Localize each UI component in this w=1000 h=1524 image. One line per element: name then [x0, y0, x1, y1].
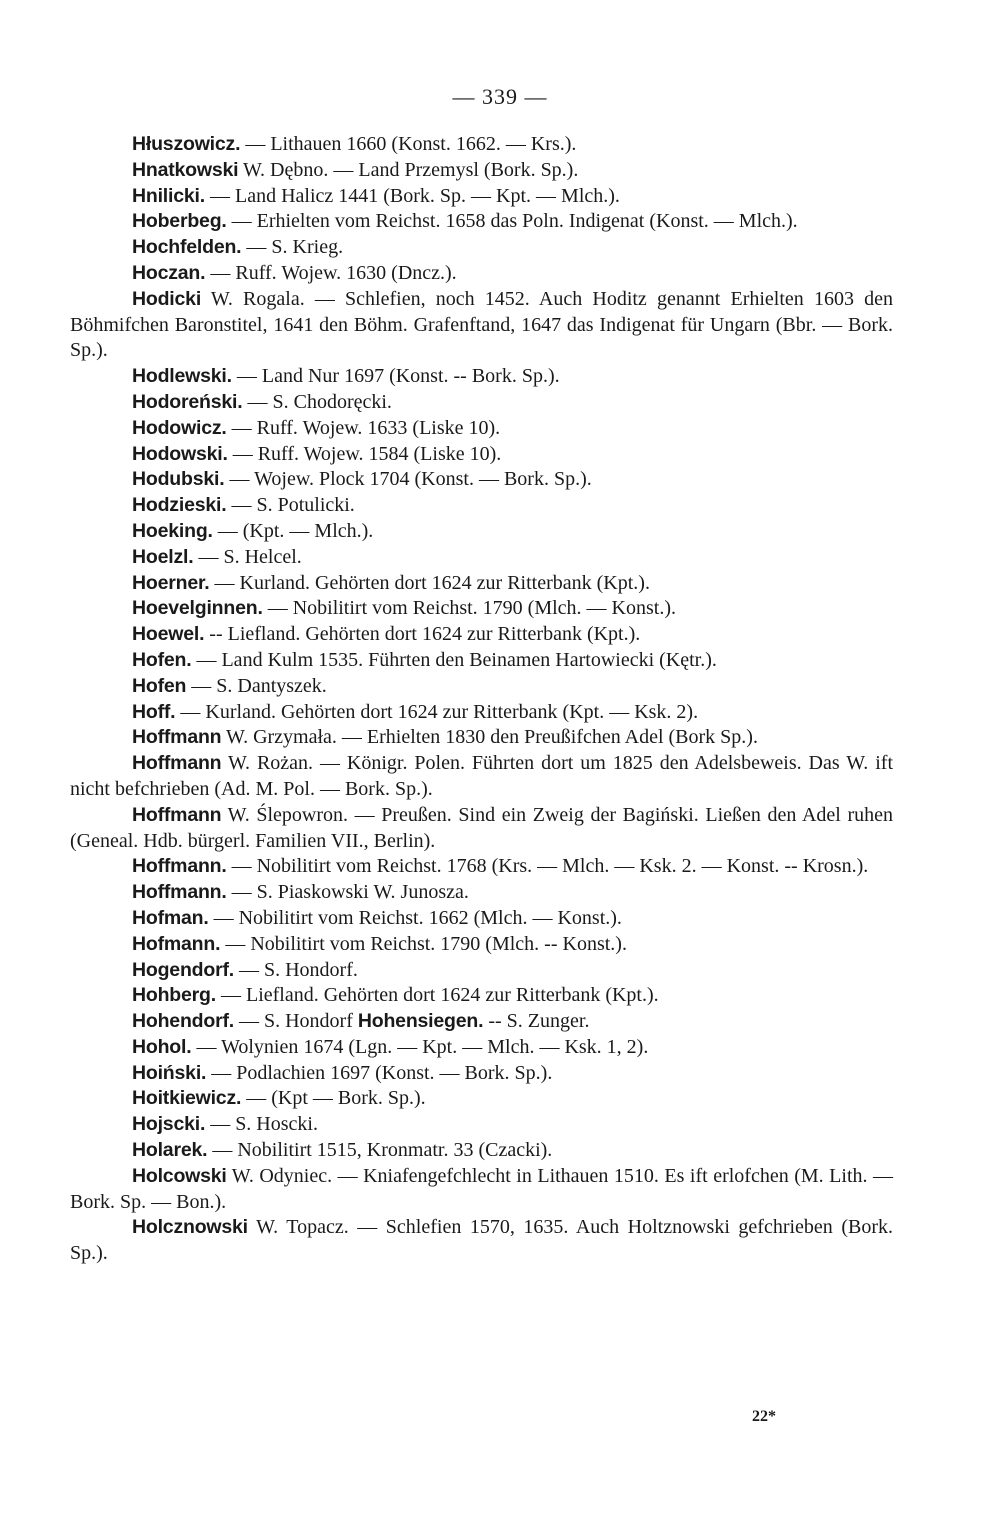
entry-name: Hoffmann — [132, 803, 222, 826]
entry-name: Hoffmann. — [132, 881, 227, 904]
entry-text: — S. Krieg. — [241, 236, 344, 259]
entry-name: Holcznowski — [132, 1216, 248, 1239]
entry-name: Hłuszowicz. — [132, 133, 241, 155]
entry-name: Hohendorf. — [132, 1010, 234, 1033]
entry-name: Hoitkiewicz. — [132, 1087, 242, 1110]
entry-text: — Kurland. Gehörten dort 1624 zur Ritterbank (Kpt.). — [209, 571, 650, 594]
entry-text: W. Odyniec. — Kniafengefchlecht in Lithauen 1510. Es ift erlofchen (M. Lith. — Bork. Sp. — Bon.). — [70, 1164, 893, 1213]
entry-text: W. Ślepowron. — Preußen. Sind ein Zweig der Bagiński. Ließen den Adel ruhen (Geneal. Hdb. bürgerl. Familien VII., Berlin). — [70, 803, 893, 852]
entry — [70, 390, 893, 416]
entry-text: — S. Chodoręcki. — [242, 390, 392, 413]
entry — [70, 209, 893, 235]
entry — [70, 906, 893, 932]
entry — [70, 983, 893, 1009]
entry — [70, 674, 893, 700]
entry-text: W. Rogala. — Schlefien, noch 1452. Auch Hoditz genannt Erhielten 1603 den Böhmifchen Baronstitel, 1641 den Böhm. Grafenftand, 1647 das Indigenat für Ungarn (Bbr. — Bork. Sp.). — [70, 287, 893, 362]
entry-text: — Wolynien 1674 (Lgn. — Kpt. — Mlch. — Ksk. 1, 2). — [191, 1035, 649, 1058]
entry-text: — S. Helcel. — [193, 545, 302, 568]
entry-text: W. Dębno. — Land Przemysl (Bork. Sp.). — [238, 158, 579, 181]
entry-name: Hohol. — [132, 1035, 192, 1058]
entry-text: — Nobilitirt vom Reichst. 1790 (Mlch. — Konst.). — [262, 597, 676, 620]
entry — [70, 364, 893, 390]
entry — [70, 803, 893, 855]
entry — [70, 519, 893, 545]
entry-name: Hofmann. — [132, 932, 221, 955]
entry-name: Hoiński. — [132, 1061, 207, 1084]
entry-name: Hoffmann. — [132, 855, 227, 878]
entry-text: — S. Dantyszek. — [186, 674, 327, 697]
entry — [70, 132, 893, 158]
entry-text: — Ruff. Wojew. 1630 (Dncz.). — [205, 261, 457, 284]
entry-name: Hodowicz. — [132, 416, 227, 439]
entry-text: — Ruff. Wojew. 1633 (Liske 10). — [226, 416, 501, 439]
entry-text: W. Rożan. — Königr. Polen. Führten dort um 1825 den Adelsbeweis. Das W. ift nicht befchrieben (Ad. M. Pol. — Bork. Sp.). — [70, 752, 893, 800]
entry — [70, 958, 893, 984]
entry-text: — Kurland. Gehörten dort 1624 zur Ritterbank (Kpt. — Ksk. 2). — [175, 700, 699, 723]
entry-text: — (Kpt. — Mlch.). — [212, 519, 374, 542]
entry — [70, 1164, 893, 1216]
entry-text: — Nobilitirt vom Reichst. 1662 (Mlch. — Konst.). — [208, 906, 622, 929]
entry-name: Hofen — [132, 674, 187, 697]
entry — [70, 1086, 893, 1112]
entry-name: Hodoreński. — [132, 390, 243, 413]
entry-text: — S. Hondorf — [233, 1010, 353, 1033]
entry — [70, 1138, 893, 1164]
entry-name: Hogendorf. — [132, 958, 234, 981]
entry — [70, 261, 893, 287]
entry — [70, 596, 893, 622]
entry-name: Hoffmann — [132, 752, 222, 775]
page-number: — 339 — — [452, 84, 548, 109]
entry — [70, 1112, 893, 1138]
entry-text: — Liefland. Gehörten dort 1624 zur Ritterbank (Kpt.). — [215, 984, 659, 1007]
entry — [70, 932, 893, 958]
entry-text: — S. Potulicki. — [226, 494, 355, 517]
entry-text: — Land Halicz 1441 (Bork. Sp. — Kpt. — Mlch.). — [204, 184, 620, 207]
entry — [70, 725, 893, 751]
entry — [70, 442, 893, 468]
entry-text: — S. Hondorf. — [233, 958, 358, 981]
entry-text: — Wojew. Plock 1704 (Konst. — Bork. Sp.). — [224, 468, 592, 491]
entry-name: Hoewel. — [132, 623, 205, 646]
entry-name: Hnilicki. — [132, 184, 205, 207]
entry-text: — Lithauen 1660 (Konst. 1662. — Krs.). — [240, 133, 577, 155]
entry — [70, 648, 893, 674]
entry-name: Hoberbeg. — [132, 210, 227, 233]
entry-name: Hohberg. — [132, 984, 216, 1007]
entry-name: Hodubski. — [132, 468, 225, 491]
entry-text: — Land Kulm 1535. Führten den Beinamen Hartowiecki (Kętr.). — [191, 648, 717, 671]
entry — [70, 880, 893, 906]
entry — [70, 854, 893, 880]
entry-name: Holarek. — [132, 1139, 208, 1162]
entry-text: — S. Hoscki. — [205, 1113, 318, 1136]
entry-name: Hodlewski. — [132, 365, 232, 388]
entry-name: Hochfelden. — [132, 236, 242, 259]
entry-name: Hoerner. — [132, 571, 210, 594]
entry-text: — Podlachien 1697 (Konst. — Bork. Sp.). — [206, 1061, 553, 1084]
entry-text: — S. Piaskowski W. Junosza. — [226, 881, 469, 904]
entry-name: Hoffmann — [132, 726, 222, 749]
entry-name: Hoevelginnen. — [132, 597, 263, 620]
entry — [70, 158, 893, 184]
entry-name: Hoczan. — [132, 261, 206, 284]
entry — [70, 1215, 893, 1267]
entry-text: — Erhielten vom Reichst. 1658 das Poln. Indigenat (Konst. — Mlch.). — [226, 210, 798, 233]
entry-name: Hnatkowski — [132, 158, 239, 181]
entry-text: — Nobilitirt vom Reichst. 1768 (Krs. — Mlch. — Ksk. 2. — Konst. -- Krosn.). — [226, 855, 869, 878]
entry-text: W. Topacz. — Schlefien 1570, 1635. Auch Holtznowski gefchrieben (Bork. Sp.). — [70, 1216, 893, 1265]
entry — [70, 235, 893, 261]
entry — [70, 571, 893, 597]
entry-text: — Ruff. Wojew. 1584 (Liske 10). — [227, 442, 502, 465]
entry-name: Hohensiegen. — [357, 1010, 484, 1033]
entry-text: W. Grzymała. — Erhielten 1830 den Preußifchen Adel (Bork Sp.). — [221, 726, 758, 749]
entry — [70, 545, 893, 571]
entry — [70, 700, 893, 726]
entry-name: Hoeking. — [132, 519, 213, 542]
entry-text: — Nobilitirt 1515, Kronmatr. 33 (Czacki). — [207, 1139, 553, 1162]
entry — [70, 751, 893, 803]
entry — [70, 622, 893, 648]
entry-text: — Land Nur 1697 (Konst. -- Bork. Sp.). — [231, 365, 560, 388]
entry-name: Hodzieski. — [132, 494, 227, 517]
entry — [70, 1009, 893, 1035]
entry-text: — Nobilitirt vom Reichst. 1790 (Mlch. -- Konst.). — [220, 932, 627, 955]
entry-name: Hoelzl. — [132, 545, 194, 568]
entry — [70, 493, 893, 519]
entry-name: Hojscki. — [132, 1113, 206, 1136]
entry — [70, 416, 893, 442]
entry — [70, 467, 893, 493]
signature-mark: 22* — [752, 1408, 776, 1425]
entry-name: Hoff. — [132, 700, 176, 723]
entry — [70, 1035, 893, 1061]
entry-name: Hofen. — [132, 648, 192, 671]
entry — [70, 287, 893, 364]
entry-name: Holcowski — [132, 1164, 227, 1187]
entry — [70, 184, 893, 210]
entry-text: -- Liefland. Gehörten dort 1624 zur Ritterbank (Kpt.). — [204, 623, 641, 646]
entry — [70, 1061, 893, 1087]
entry-name: Hodowski. — [132, 442, 228, 465]
entry-text: — (Kpt — Bork. Sp.). — [241, 1087, 426, 1110]
entry-text: -- S. Zunger. — [483, 1010, 590, 1033]
entry-name: Hofman. — [132, 906, 209, 929]
entry-name: Hodicki — [132, 287, 202, 310]
entry-list — [70, 132, 893, 1267]
